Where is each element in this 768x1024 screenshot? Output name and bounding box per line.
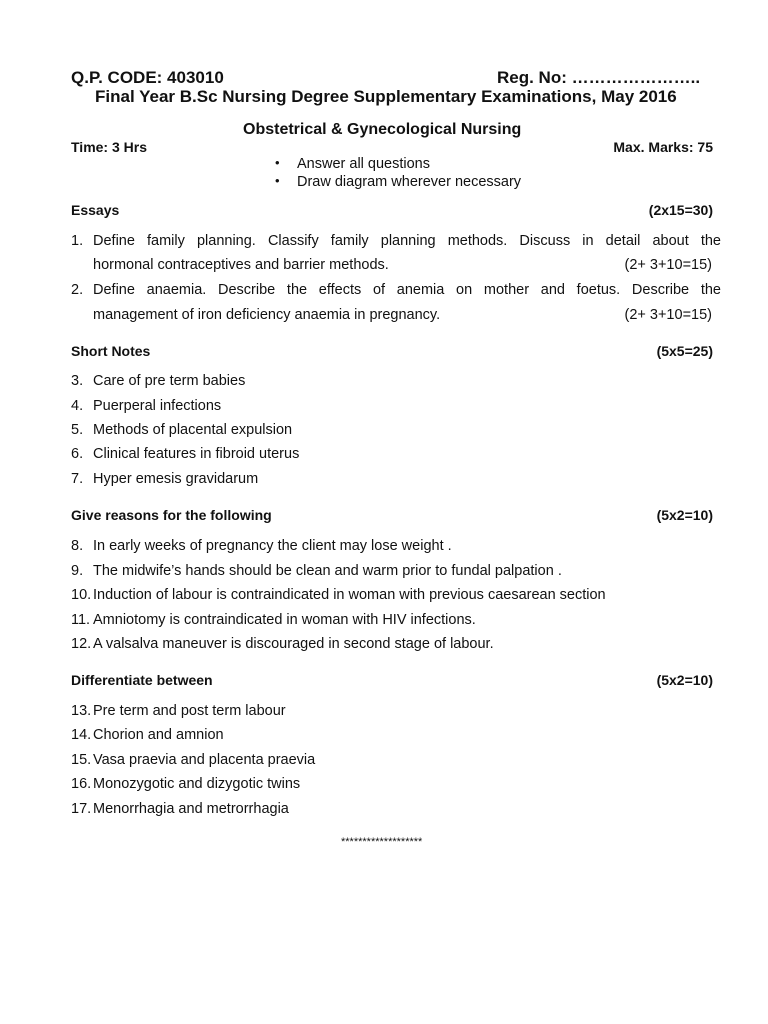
question-number: 17. [71, 801, 92, 817]
question-text: Care of pre term babies [93, 373, 246, 389]
question-number: 1. [71, 233, 84, 249]
exam-title: Final Year B.Sc Nursing Degree Supplementary Examinations, May 2016 [95, 87, 677, 106]
question-text: Methods of placental expulsion [93, 422, 293, 438]
instruction-text: Answer all questions [297, 156, 430, 172]
reg-no: Reg. No: ………………….. [497, 68, 701, 87]
question-number: 13. [71, 703, 92, 719]
question-number: 2. [71, 282, 84, 298]
question-text: Clinical features in fibroid uterus [93, 446, 300, 462]
bullet-icon: • [275, 155, 280, 170]
question-number: 3. [71, 373, 84, 389]
section-title-differentiate: Differentiate between [71, 672, 213, 688]
question-text: Vasa praevia and placenta praevia [93, 752, 316, 768]
question-number: 5. [71, 422, 84, 438]
question-text: A valsalva maneuver is discouraged in second stage of labour. [93, 636, 494, 652]
question-text: Hyper emesis gravidarum [93, 471, 259, 487]
section-title-essays: Essays [71, 202, 120, 218]
question-text-line2: hormonal contraceptives and barrier methods. [93, 257, 389, 273]
question-number: 10. [71, 587, 92, 603]
question-number: 7. [71, 471, 84, 487]
section-marks-essays: (2x15=30) [648, 202, 713, 218]
question-marks: (2+ 3+10=15) [624, 307, 712, 323]
question-text: Pre term and post term labour [93, 703, 286, 719]
section-marks-reasons: (5x2=10) [656, 507, 713, 523]
question-text: The midwife’s hands should be clean and warm prior to fundal palpation . [93, 563, 562, 579]
bullet-icon: • [275, 173, 280, 188]
question-number: 8. [71, 538, 84, 554]
section-title-short-notes: Short Notes [71, 343, 151, 359]
essay-question [71, 282, 721, 322]
question-number: 6. [71, 446, 84, 462]
question-text-line2: management of iron deficiency anaemia in pregnancy. [93, 307, 441, 323]
qp-code: Q.P. CODE: 403010 [71, 68, 224, 87]
section-marks-differentiate: (5x2=10) [656, 672, 713, 688]
question-text: In early weeks of pregnancy the client may lose weight . [93, 538, 452, 554]
question-number: 4. [71, 398, 84, 414]
question-number: 12. [71, 636, 92, 652]
question-text-line1: Define anaemia. Describe the effects of anemia on mother and foetus. Describe the [93, 282, 721, 298]
end-of-paper-marker: ******************* [341, 836, 423, 848]
question-text-line1: Define family planning. Classify family planning methods. Discuss in detail about the [93, 233, 721, 249]
question-text: Puerperal infections [93, 398, 222, 414]
question-marks: (2+ 3+10=15) [624, 257, 712, 273]
question-number: 11. [71, 612, 91, 628]
question-text: Induction of labour is contraindicated in woman with previous caesarean section [93, 587, 606, 603]
section-title-reasons: Give reasons for the following [71, 507, 272, 523]
question-number: 14. [71, 727, 92, 743]
question-line2 [93, 257, 712, 273]
essay-question [71, 233, 721, 273]
question-text: Amniotomy is contraindicated in woman with HIV infections. [93, 612, 476, 628]
question-line2 [93, 307, 712, 323]
section-marks-short-notes: (5x5=25) [656, 343, 713, 359]
max-marks-label: Max. Marks: 75 [613, 139, 713, 155]
question-text: Chorion and amnion [93, 727, 224, 743]
time-label: Time: 3 Hrs [71, 139, 147, 155]
question-text: Monozygotic and dizygotic twins [93, 776, 301, 792]
question-number: 15. [71, 752, 92, 768]
subject-title: Obstetrical & Gynecological Nursing [243, 121, 522, 138]
question-number: 16. [71, 776, 92, 792]
instruction-text: Draw diagram wherever necessary [297, 174, 522, 190]
question-text: Menorrhagia and metrorrhagia [93, 801, 289, 817]
question-number: 9. [71, 563, 84, 579]
